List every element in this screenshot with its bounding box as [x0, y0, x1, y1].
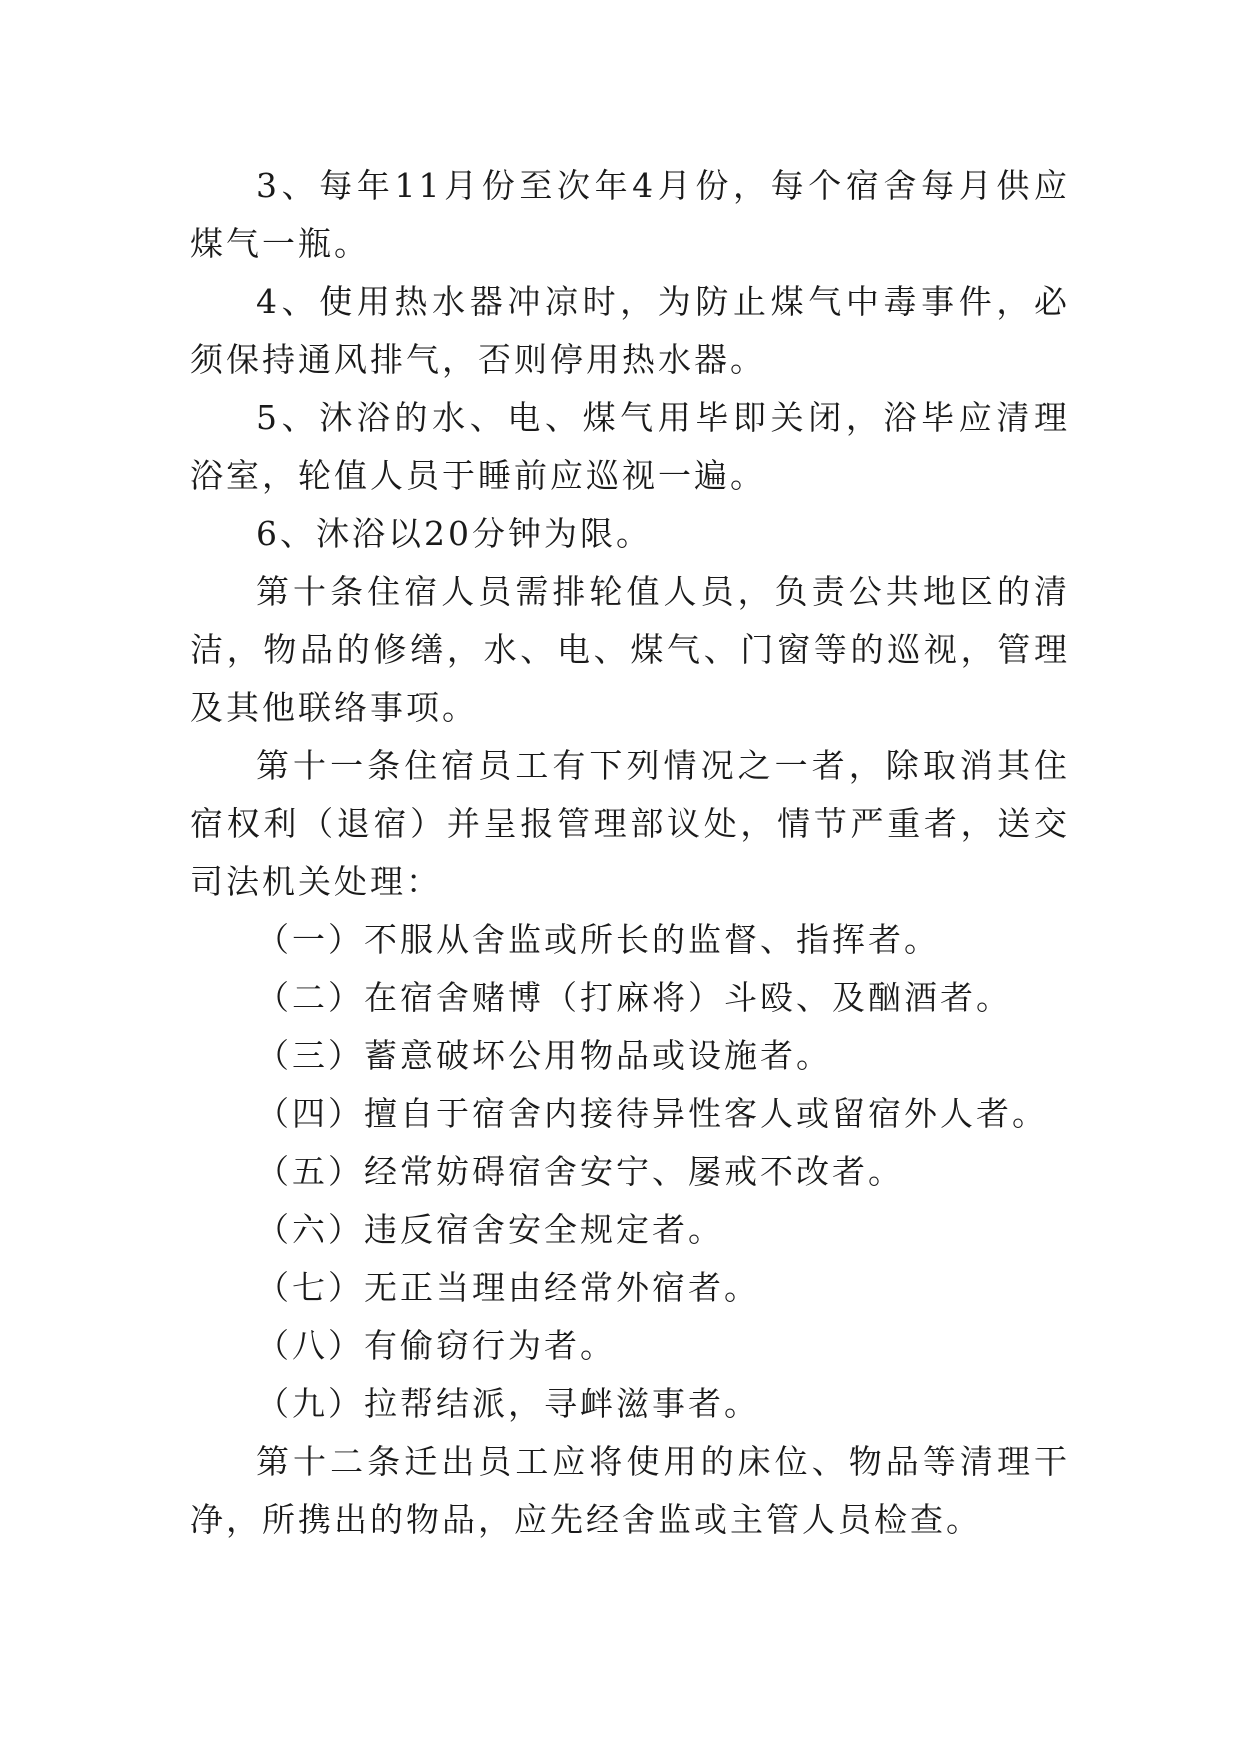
paragraph-article-12: 第十二条迁出员工应将使用的床位、物品等清理干净，所携出的物品，应先经舍监或主管人员检查。: [190, 1442, 1070, 1539]
paragraph-rule-6: 6、沐浴以20分钟为限。: [256, 514, 652, 553]
paragraph-rule-4: 4、使用热水器冲凉时，为防止煤气中毒事件，必须保持通风排气，否则停用热水器。: [190, 282, 1070, 379]
list-item: （九）拉帮结派，寻衅滋事者。: [256, 1384, 760, 1423]
paragraph-rule-3: 3、每年11月份至次年4月份，每个宿舍每月供应煤气一瓶。: [190, 166, 1070, 263]
list-item: （五）经常妨碍宿舍安宁、屡戒不改者。: [256, 1152, 904, 1191]
list-item: （四）擅自于宿舍内接待异性客人或留宿外人者。: [256, 1094, 1048, 1133]
list-item: （六）违反宿舍安全规定者。: [256, 1210, 724, 1249]
list-item: （一）不服从舍监或所长的监督、指挥者。: [256, 920, 940, 959]
paragraph-article-11: 第十一条住宿员工有下列情况之一者，除取消其住宿权利（退宿）并呈报管理部议处，情节严重者，送交司法机关处理：: [190, 746, 1070, 901]
paragraph-rule-5: 5、沐浴的水、电、煤气用毕即关闭，浴毕应清理浴室，轮值人员于睡前应巡视一遍。: [190, 398, 1070, 495]
list-item: （二）在宿舍赌博（打麻将）斗殴、及酗酒者。: [256, 978, 1012, 1017]
list-item: （八）有偷窃行为者。: [256, 1326, 616, 1365]
paragraph-article-10: 第十条住宿人员需排轮值人员，负责公共地区的清洁，物品的修缮，水、电、煤气、门窗等的巡视，管理及其他联络事项。: [190, 572, 1070, 727]
list-item: （三）蓄意破坏公用物品或设施者。: [256, 1036, 832, 1075]
document-body: [190, 157, 1070, 1549]
list-item: （七）无正当理由经常外宿者。: [256, 1268, 760, 1307]
